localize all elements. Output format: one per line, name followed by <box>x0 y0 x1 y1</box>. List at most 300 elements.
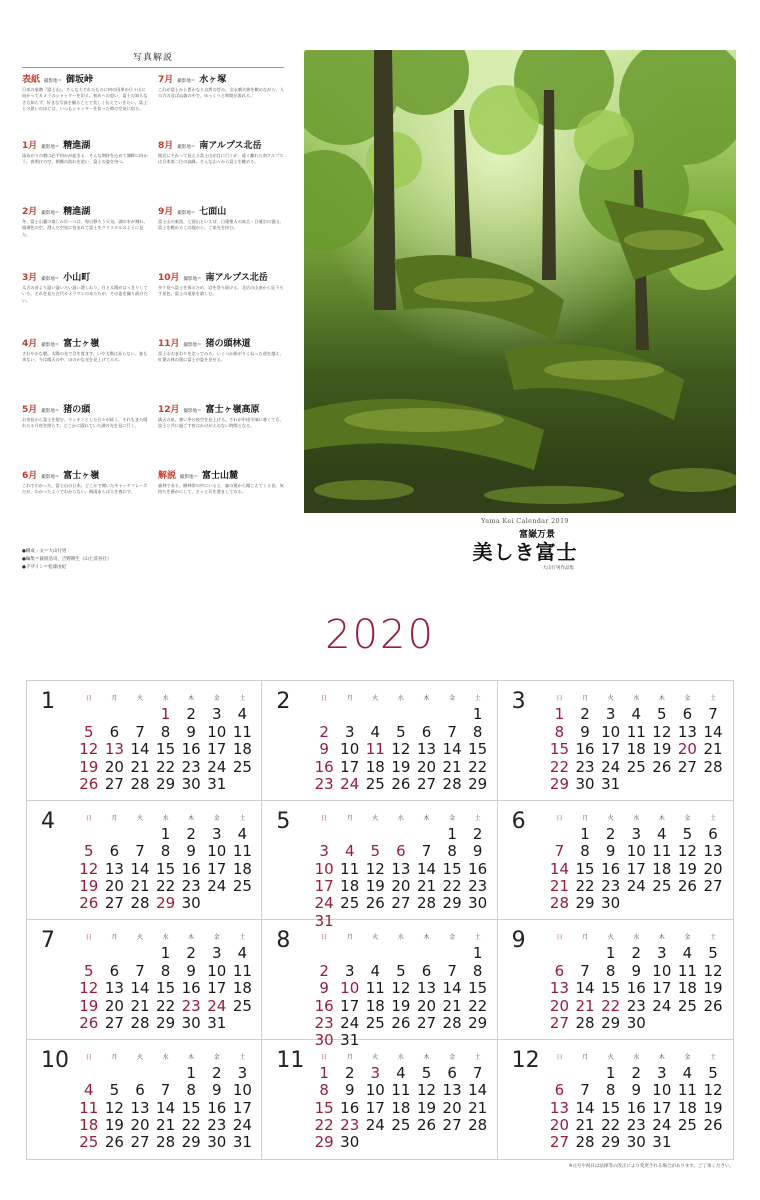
day-cell: 14 <box>156 1098 176 1117</box>
day-cell: 27 <box>442 1116 462 1135</box>
day-cell: 20 <box>677 740 697 759</box>
day-cell: 15 <box>181 1098 201 1117</box>
day-cell: 18 <box>79 1116 99 1135</box>
month-number: 5 <box>276 808 291 834</box>
day-cell: 28 <box>416 894 437 913</box>
caption-text: 富士山のまわりを走ってみる。いくつか曲がりくねった道を越え、紅葉の林の奥に富士が姿を見せる。 <box>158 351 284 363</box>
empty-day <box>76 1065 102 1082</box>
day-cell: 23 <box>207 1116 227 1135</box>
weekday-header: 水 <box>162 814 169 822</box>
caption-place: 南アルプス北岳 <box>205 273 268 283</box>
day-cell: 7 <box>447 722 457 741</box>
caption-text: これでわかった、富士山の日本。どこかで聞いたキャッチフレーズだが、わかったようでわからない。梅雨あらば人を惑わす。 <box>22 483 148 495</box>
empty-day <box>547 826 573 843</box>
day-cell: 10 <box>365 1081 385 1100</box>
day-cell: 18 <box>365 757 385 776</box>
day-cell: 17 <box>314 877 334 896</box>
day-cell: 6 <box>109 961 120 980</box>
caption-place: 富士山麓 <box>202 471 239 481</box>
weekday-header: 土 <box>710 934 717 942</box>
day-cell: 25 <box>340 894 360 913</box>
day-cell: 30 <box>207 1133 227 1152</box>
empty-day <box>388 826 414 843</box>
day-cell: 30 <box>181 894 201 913</box>
day-cell: 19 <box>677 859 697 878</box>
day-cell: 1 <box>472 705 483 724</box>
day-cell: 5 <box>84 722 94 741</box>
day-cell: 5 <box>396 961 406 980</box>
day-cell: 17 <box>207 859 227 878</box>
month-block <box>498 1040 733 1160</box>
day-cell: 6 <box>554 961 565 980</box>
day-cell: 9 <box>211 1081 222 1100</box>
day-cell: 12 <box>104 1098 124 1117</box>
day-grid <box>547 928 726 1032</box>
credits <box>22 548 111 572</box>
weekday-header: 木 <box>188 695 195 703</box>
day-cell: 23 <box>626 1116 646 1135</box>
day-cell: 3 <box>344 961 355 980</box>
weekday-header: 火 <box>607 934 614 942</box>
day-cell: 14 <box>130 859 150 878</box>
empty-day <box>337 826 363 843</box>
day-cell: 26 <box>416 1116 437 1135</box>
month-block <box>262 920 497 1050</box>
caption-place: 猪の頭 <box>63 405 91 415</box>
weekday-header: 金 <box>449 1053 456 1061</box>
day-cell: 16 <box>207 1098 227 1117</box>
day-cell: 4 <box>84 1081 94 1100</box>
calendar-brand <box>470 517 580 571</box>
day-cell: 23 <box>601 877 621 896</box>
caption-text: 富士山の東西、七面山といえば、日蓮聖人の真言・日蓮宗の霊山。富士を眺めるこの地から、ご来光を拝む。 <box>158 219 284 231</box>
day-cell: 27 <box>677 757 697 776</box>
empty-day <box>572 1065 598 1082</box>
weekday-header: 日 <box>556 1053 563 1061</box>
month-number: 10 <box>41 1047 69 1073</box>
day-cell: 24 <box>601 757 621 776</box>
weekday-header: 水 <box>633 695 640 703</box>
empty-day <box>337 945 363 962</box>
weekday-header: 月 <box>346 695 353 703</box>
day-cell: 28 <box>442 1013 462 1032</box>
day-cell: 21 <box>549 877 569 896</box>
weekday-header: 土 <box>710 695 717 703</box>
day-cell: 13 <box>130 1098 150 1117</box>
weekday-header: 木 <box>423 695 430 703</box>
caption-text: さわやかな朝。太陽の光で目を覚ます。いや太陽は昇らない。春も来ない。今は晴天の中、ほのかな光を見上げてみる。 <box>22 351 148 363</box>
day-cell: 29 <box>181 1133 201 1152</box>
day-cell: 13 <box>677 722 697 741</box>
weekday-header: 木 <box>658 934 665 942</box>
day-cell: 16 <box>468 859 488 878</box>
caption-text: 太古の昔より溢い溢いたい溢い湧しれり、月と太陽がはっきりしている。それを見た古代カメラマンの末たちが、その姿を撮り続けたい。 <box>22 285 148 303</box>
day-cell: 22 <box>181 1116 201 1135</box>
day-cell: 21 <box>468 1098 488 1117</box>
caption-place: 南アルプス北岳 <box>199 141 262 151</box>
day-cell: 9 <box>631 1081 641 1100</box>
day-cell: 19 <box>79 757 99 776</box>
day-cell: 30 <box>626 1133 646 1152</box>
day-cell: 14 <box>442 740 462 759</box>
empty-day <box>76 826 102 843</box>
caption-label: 8月 <box>158 141 174 151</box>
empty-day <box>102 826 128 843</box>
day-cell: 26 <box>79 894 99 913</box>
day-cell: 30 <box>575 774 595 793</box>
weekday-header: 火 <box>372 934 379 942</box>
day-cell: 3 <box>237 1063 248 1082</box>
day-cell: 11 <box>677 961 697 980</box>
day-cell: 19 <box>104 1116 124 1135</box>
empty-day <box>127 706 153 723</box>
day-cell: 23 <box>314 1013 334 1032</box>
day-cell: 22 <box>468 996 488 1015</box>
day-cell: 30 <box>181 774 201 793</box>
day-cell: 18 <box>626 740 646 759</box>
day-cell: 21 <box>442 757 462 776</box>
day-cell: 29 <box>156 774 176 793</box>
caption-place: 富士ヶ嶺高原 <box>205 405 260 415</box>
day-cell: 15 <box>468 979 488 998</box>
weekday-header: 土 <box>239 1053 246 1061</box>
caption-place: 七面山 <box>199 207 227 217</box>
day-cell: 14 <box>442 979 462 998</box>
weekday-header: 水 <box>162 1053 169 1061</box>
day-cell: 4 <box>237 705 248 724</box>
weekday-header: 木 <box>188 1053 195 1061</box>
day-cell: 1 <box>319 1063 329 1082</box>
day-cell: 4 <box>370 961 381 980</box>
empty-day <box>388 945 414 962</box>
day-cell: 20 <box>104 877 124 896</box>
weekday-header: 月 <box>582 934 589 942</box>
caption-place: 富士ヶ嶺 <box>63 471 100 481</box>
weekday-header: 土 <box>710 1053 717 1061</box>
day-cell: 1 <box>554 705 565 724</box>
caption-place: 精進湖 <box>63 141 91 151</box>
weekday-header: 日 <box>85 1053 92 1061</box>
day-cell: 14 <box>575 979 595 998</box>
day-cell: 8 <box>472 961 483 980</box>
day-cell: 6 <box>396 842 406 861</box>
day-cell: 4 <box>237 824 248 843</box>
weekday-header: 火 <box>607 1053 614 1061</box>
day-cell: 26 <box>391 1013 411 1032</box>
day-cell: 14 <box>703 722 723 741</box>
day-cell: 2 <box>631 1063 641 1082</box>
weekday-header: 金 <box>213 934 220 942</box>
day-cell: 28 <box>703 757 723 776</box>
day-cell: 27 <box>703 877 723 896</box>
day-cell: 25 <box>365 1013 385 1032</box>
day-cell: 15 <box>156 740 176 759</box>
day-cell: 20 <box>391 877 411 896</box>
day-cell: 19 <box>703 979 723 998</box>
day-cell: 26 <box>79 774 99 793</box>
day-cell: 22 <box>156 757 176 776</box>
photo-captions <box>22 50 284 560</box>
day-cell: 6 <box>109 842 120 861</box>
day-cell: 6 <box>109 722 120 741</box>
day-cell: 4 <box>682 1063 693 1082</box>
day-cell: 15 <box>601 1098 621 1117</box>
day-cell: 25 <box>626 757 646 776</box>
day-cell: 12 <box>391 740 411 759</box>
day-cell: 21 <box>416 877 437 896</box>
caption-prefix: 撮影地＝ <box>41 145 60 150</box>
weekday-header: 土 <box>474 814 481 822</box>
weekday-header: 土 <box>474 934 481 942</box>
day-cell: 20 <box>442 1098 462 1117</box>
cover-photo <box>304 50 736 513</box>
day-cell: 27 <box>104 774 124 793</box>
day-cell: 12 <box>703 961 723 980</box>
month-number: 1 <box>41 689 55 714</box>
empty-day <box>414 826 440 843</box>
day-cell: 25 <box>232 877 252 896</box>
day-cell: 16 <box>181 859 201 878</box>
day-cell: 8 <box>160 961 171 980</box>
day-grid <box>547 1048 726 1152</box>
caption-place: 小山町 <box>63 273 91 283</box>
weekday-header: 火 <box>136 1053 143 1061</box>
day-cell: 21 <box>130 996 150 1015</box>
day-grid <box>311 689 490 793</box>
caption-text: 森林である。樹林帯の中にいると、森の奥から聞こえてくる音。気持ちを静かにして、そっと耳を澄ましてみる。 <box>158 483 284 495</box>
day-cell: 6 <box>421 961 432 980</box>
day-cell: 29 <box>156 894 176 913</box>
day-cell: 16 <box>626 1098 646 1117</box>
day-cell: 7 <box>447 961 457 980</box>
caption-label: 5月 <box>22 405 38 415</box>
weekday-header: 金 <box>449 814 456 822</box>
weekday-header: 火 <box>372 1053 379 1061</box>
day-cell: 13 <box>442 1081 462 1100</box>
day-cell: 30 <box>181 1013 201 1032</box>
day-cell: 9 <box>186 961 196 980</box>
day-cell: 18 <box>232 859 252 878</box>
day-cell: 7 <box>421 842 432 861</box>
empty-day <box>76 945 102 962</box>
day-cell: 16 <box>626 979 646 998</box>
day-cell: 2 <box>186 944 196 963</box>
day-cell: 21 <box>130 757 150 776</box>
brand-title: 美しき富士 <box>472 540 578 564</box>
weekday-header: 日 <box>556 695 563 703</box>
day-cell: 9 <box>186 722 196 741</box>
day-cell: 11 <box>365 740 385 759</box>
weekday-header: 水 <box>162 934 169 942</box>
month-block <box>262 1040 497 1160</box>
day-cell: 24 <box>207 877 227 896</box>
caption-prefix: 撮影地＝ <box>41 211 60 216</box>
empty-day <box>363 826 389 843</box>
empty-day <box>102 1065 128 1082</box>
day-cell: 14 <box>130 979 150 998</box>
day-cell: 12 <box>416 1081 437 1100</box>
day-cell: 6 <box>554 1081 565 1100</box>
day-cell: 28 <box>549 894 569 913</box>
caption-label: 12月 <box>158 405 180 415</box>
brand-series: Yama Kei Calendar 2019 <box>481 517 569 525</box>
day-cell: 12 <box>79 979 99 998</box>
day-cell: 15 <box>156 859 176 878</box>
day-cell: 10 <box>207 842 227 861</box>
day-cell: 11 <box>79 1098 99 1117</box>
empty-day <box>547 945 573 962</box>
month-block <box>27 1040 262 1160</box>
day-cell: 26 <box>365 894 385 913</box>
caption-text: 日本の象徴『富士山』。そんな大それたものに何の因果か日々山に向かってカメラのシャッターを切る。初めへの思い、富士の知らなさも知らず、好きな写真を撮ることで美しく伝えていきたい。富士との思いのほどは、いつもシャッターを切った時の空気に宿る。 <box>22 87 148 112</box>
caption-prefix: 撮影地＝ <box>41 475 60 480</box>
day-cell: 8 <box>160 842 171 861</box>
day-cell: 23 <box>575 757 595 776</box>
day-cell: 12 <box>391 979 411 998</box>
month-block <box>27 920 262 1040</box>
day-cell: 22 <box>549 757 569 776</box>
day-cell: 3 <box>211 944 222 963</box>
caption-place: 御坂峠 <box>66 75 94 85</box>
day-cell: 30 <box>626 1013 646 1032</box>
day-cell: 7 <box>708 705 718 724</box>
weekday-header: 水 <box>633 814 640 822</box>
day-cell: 2 <box>211 1063 222 1082</box>
month-number: 3 <box>511 689 526 714</box>
weekday-header: 土 <box>239 934 246 942</box>
weekday-header: 月 <box>346 1053 353 1061</box>
day-cell: 5 <box>396 722 406 741</box>
day-cell: 1 <box>472 944 483 963</box>
day-cell: 24 <box>207 996 227 1015</box>
day-cell: 26 <box>677 877 697 896</box>
day-cell: 8 <box>605 961 616 980</box>
day-cell: 10 <box>340 979 360 998</box>
empty-day <box>76 706 102 723</box>
day-cell: 21 <box>575 1116 595 1135</box>
day-cell: 19 <box>391 757 411 776</box>
day-cell: 27 <box>549 1133 569 1152</box>
weekday-header: 水 <box>397 695 404 703</box>
day-cell: 25 <box>79 1133 99 1152</box>
day-cell: 5 <box>109 1081 120 1100</box>
day-cell: 20 <box>416 757 437 776</box>
caption-entry <box>158 204 284 270</box>
day-cell: 2 <box>605 824 616 843</box>
caption-prefix: 撮影地＝ <box>183 277 202 282</box>
day-cell: 16 <box>314 996 334 1015</box>
day-cell: 22 <box>575 877 595 896</box>
caption-text: 冬、富士山麓の楽しみ早一つは、毎日移ろう天気。湖の氷が割れ、瑠璃色の空、澄んだ空気に包まれて富士をクリスタルのように見た。 <box>22 219 148 237</box>
weekday-header: 木 <box>188 814 195 822</box>
day-cell: 11 <box>232 842 252 861</box>
empty-day <box>127 1065 153 1082</box>
day-cell: 19 <box>79 877 99 896</box>
day-cell: 29 <box>156 1013 176 1032</box>
day-cell: 21 <box>442 996 462 1015</box>
caption-label: 4月 <box>22 339 38 349</box>
day-cell: 31 <box>207 774 227 793</box>
day-cell: 7 <box>160 1081 171 1100</box>
weekday-header: 日 <box>85 695 92 703</box>
day-cell: 5 <box>657 705 667 724</box>
day-cell: 29 <box>601 1013 621 1032</box>
forest-photo-illustration <box>304 50 736 513</box>
day-cell: 2 <box>631 944 641 963</box>
month-number: 4 <box>41 808 55 834</box>
day-cell: 31 <box>340 1031 360 1050</box>
weekday-header: 月 <box>346 934 353 942</box>
month-block <box>498 681 733 801</box>
weekday-header: 金 <box>213 695 220 703</box>
day-cell: 11 <box>652 842 672 861</box>
weekday-header: 木 <box>658 695 665 703</box>
day-cell: 11 <box>232 722 252 741</box>
day-cell: 10 <box>314 859 334 878</box>
day-cell: 13 <box>416 740 437 759</box>
day-cell: 3 <box>319 842 329 861</box>
caption-label: 9月 <box>158 207 174 217</box>
caption-entry <box>158 138 284 204</box>
day-cell: 10 <box>232 1081 252 1100</box>
day-cell: 14 <box>549 859 569 878</box>
day-cell: 25 <box>652 877 672 896</box>
caption-place: 精進湖 <box>63 207 91 217</box>
day-cell: 15 <box>468 740 488 759</box>
empty-day <box>127 945 153 962</box>
weekday-header: 月 <box>111 1053 118 1061</box>
day-cell: 7 <box>554 842 565 861</box>
weekday-header: 日 <box>85 934 92 942</box>
day-cell: 11 <box>340 859 360 878</box>
caption-entry <box>158 402 284 468</box>
weekday-header: 火 <box>136 934 143 942</box>
caption-place: 水ヶ塚 <box>199 75 227 85</box>
day-cell: 11 <box>391 1081 411 1100</box>
day-cell: 23 <box>626 996 646 1015</box>
day-cell: 8 <box>580 842 590 861</box>
caption-text: 満天の星。寒い冬の夜空を見上げる。それが中途半端に寒くても、富士と共に過ごす夜はかけがえのない時間となる。 <box>158 417 284 429</box>
day-grid <box>76 928 255 1032</box>
day-cell: 23 <box>314 774 334 793</box>
month-block <box>262 681 497 801</box>
day-grid <box>76 1048 255 1152</box>
day-cell: 26 <box>703 1116 723 1135</box>
empty-day <box>414 945 440 962</box>
day-cell: 9 <box>472 842 483 861</box>
day-cell: 8 <box>447 842 457 861</box>
day-cell: 20 <box>549 1116 569 1135</box>
caption-prefix: 撮影地＝ <box>41 343 60 348</box>
day-cell: 9 <box>319 979 329 998</box>
day-cell: 5 <box>84 961 94 980</box>
day-cell: 24 <box>207 757 227 776</box>
day-cell: 16 <box>181 979 201 998</box>
caption-label: 2月 <box>22 207 38 217</box>
weekday-header: 月 <box>582 1053 589 1061</box>
weekday-header: 月 <box>582 814 589 822</box>
day-cell: 14 <box>468 1081 488 1100</box>
weekday-header: 水 <box>633 934 640 942</box>
caption-label: 7月 <box>158 75 174 85</box>
day-grid <box>76 689 255 793</box>
weekday-header: 水 <box>397 814 404 822</box>
month-number: 2 <box>276 689 291 714</box>
month-block <box>27 801 262 921</box>
empty-day <box>311 826 337 843</box>
day-cell: 9 <box>319 740 329 759</box>
day-cell: 22 <box>442 877 462 896</box>
